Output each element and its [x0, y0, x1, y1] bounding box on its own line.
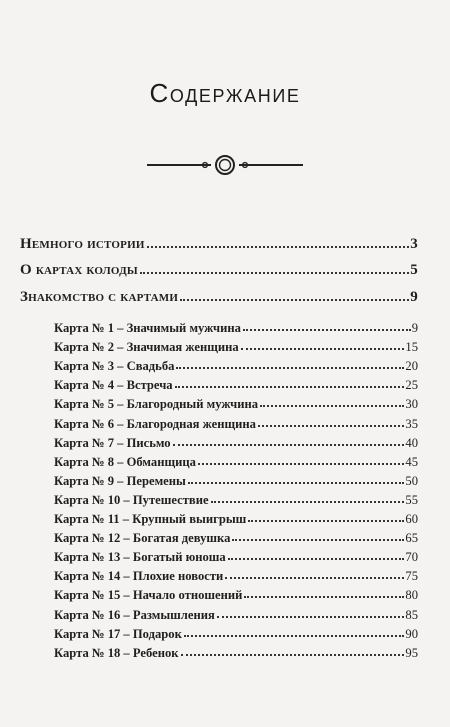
dot-leader [184, 635, 405, 637]
card-name: Богатый юноша [132, 550, 226, 565]
card-number: Карта № 13 – [54, 550, 133, 565]
toc-card-entry [54, 378, 418, 393]
card-name: Путешествие [132, 492, 209, 507]
card-name: Перемены [126, 473, 186, 488]
toc-card-title [54, 474, 186, 489]
page-title: Содержание [149, 78, 301, 108]
toc-card-title [54, 436, 171, 451]
toc-page-number: 55 [405, 492, 418, 507]
card-name: Встреча [126, 378, 173, 393]
card-name: Размышления [132, 607, 215, 622]
dot-leader [198, 463, 404, 465]
dot-leader [232, 539, 404, 541]
card-name: Благородный мужчина [126, 397, 259, 412]
dot-leader [243, 329, 411, 331]
toc-page-number: 85 [405, 607, 418, 622]
toc-page-number: 9 [411, 321, 418, 335]
toc-card-entry [54, 531, 418, 546]
toc-card-title [54, 417, 256, 432]
dot-leader [217, 616, 405, 618]
toc-card-entry [54, 455, 418, 470]
dot-leader [244, 596, 404, 598]
toc-page-number: 30 [405, 397, 418, 412]
toc-section-title: Знакомство с картами [20, 289, 179, 305]
toc-page-number: 5 [410, 262, 418, 278]
toc-card-entry [54, 569, 418, 584]
toc-page-number: 95 [405, 645, 418, 660]
toc-card-title [54, 493, 209, 508]
toc-card-title [54, 569, 223, 584]
dot-leader [173, 444, 405, 446]
toc-card-entry [54, 550, 418, 565]
toc-page-number: 3 [410, 236, 418, 252]
toc-card-title [54, 455, 196, 470]
toc-card-entry [54, 627, 418, 642]
toc-card-title [54, 627, 182, 642]
toc-card-title [54, 531, 230, 546]
card-name: Богатая девушка [132, 531, 231, 546]
toc-page-number: 75 [405, 569, 418, 584]
card-number: Карта № 5 – [54, 397, 127, 412]
card-number: Карта № 3 – [54, 359, 127, 374]
toc-page-number: 25 [405, 378, 418, 393]
card-name: Письмо [126, 435, 171, 450]
toc-card-entry [54, 321, 418, 336]
card-name: Подарок [132, 626, 182, 641]
toc-card-entry [54, 474, 418, 489]
card-name: Значимая женщина [126, 340, 239, 355]
card-number: Карта № 2 – [54, 340, 127, 355]
card-number: Карта № 12 – [54, 531, 133, 546]
toc-card-title [54, 588, 242, 603]
card-number: Карта № 14 – [54, 569, 133, 584]
dot-leader [211, 501, 405, 503]
card-number: Карта № 15 – [54, 588, 133, 603]
toc-page-number: 35 [405, 416, 418, 431]
card-number: Карта № 10 – [54, 492, 133, 507]
card-name: Свадьба [126, 359, 175, 374]
dot-leader [147, 246, 410, 248]
toc-card-entry [54, 588, 418, 603]
toc-page-number: 60 [405, 512, 418, 526]
card-number: Карта № 18 – [54, 645, 133, 660]
toc-card-entry [54, 417, 418, 432]
toc-card-entry [54, 436, 418, 451]
card-number: Карта № 9 – [54, 473, 127, 488]
card-number: Карта № 8 – [54, 454, 127, 469]
card-number: Карта № 6 – [54, 416, 127, 431]
dot-leader [241, 348, 405, 350]
toc-page-number: 80 [405, 588, 418, 603]
card-name: Крупный выигрыш [132, 512, 247, 526]
toc-card-entry [54, 359, 418, 374]
card-name: Начало отношений [132, 588, 243, 603]
card-number: Карта № 17 – [54, 626, 133, 641]
card-name: Обманщица [126, 454, 196, 469]
toc-card-title [54, 340, 239, 355]
dot-leader [176, 367, 404, 369]
toc-section-title: О картах колоды [20, 262, 138, 278]
dot-leader [140, 272, 409, 274]
toc-section-entry [20, 289, 418, 306]
toc-page-number: 40 [405, 435, 418, 450]
card-number: Карта № 7 – [54, 435, 127, 450]
dot-leader [260, 405, 404, 407]
dot-leader [248, 520, 404, 522]
toc-card-entry [54, 512, 418, 527]
toc-card-title [54, 512, 246, 527]
toc-card-entry [54, 397, 418, 412]
toc-card-title [54, 397, 258, 412]
card-number: Карта № 11 – [54, 512, 133, 526]
toc-card-title [54, 359, 174, 374]
card-number: Карта № 4 – [54, 378, 127, 393]
toc-section-entry [20, 262, 418, 279]
card-name: Ребенок [132, 645, 179, 660]
toc-page-number: 9 [410, 289, 418, 305]
toc-page-number: 50 [405, 473, 418, 488]
toc-card-entry [54, 340, 418, 355]
card-number: Карта № 16 – [54, 607, 133, 622]
toc-page-number: 15 [405, 340, 418, 355]
dot-leader [175, 386, 405, 388]
dot-leader [188, 482, 405, 484]
toc-page-number: 45 [405, 454, 418, 469]
toc-card-title [54, 608, 215, 623]
toc-card-title [54, 321, 241, 336]
card-name: Значимый мужчина [126, 321, 241, 335]
card-name: Благородная женщина [126, 416, 256, 431]
dot-leader [180, 299, 409, 301]
card-name: Плохие новости [132, 569, 224, 584]
toc-section-entry [20, 236, 418, 253]
toc-card-title [54, 646, 179, 661]
dot-leader [258, 425, 405, 427]
ornament-divider [147, 154, 303, 176]
toc-card-entry [54, 646, 418, 661]
toc-card-entry [54, 493, 418, 508]
toc-page-number: 70 [405, 550, 418, 565]
toc-card-title [54, 550, 226, 565]
dot-leader [181, 654, 405, 656]
toc-page-number: 20 [405, 359, 418, 374]
toc-card-title [54, 378, 173, 393]
toc-page-number: 90 [405, 626, 418, 641]
toc-card-entry [54, 608, 418, 623]
toc-page-number: 65 [405, 531, 418, 546]
toc-section-title: Немного истории [20, 236, 145, 252]
dot-leader [228, 558, 405, 560]
card-number: Карта № 1 – [54, 321, 127, 335]
dot-leader [225, 577, 404, 579]
